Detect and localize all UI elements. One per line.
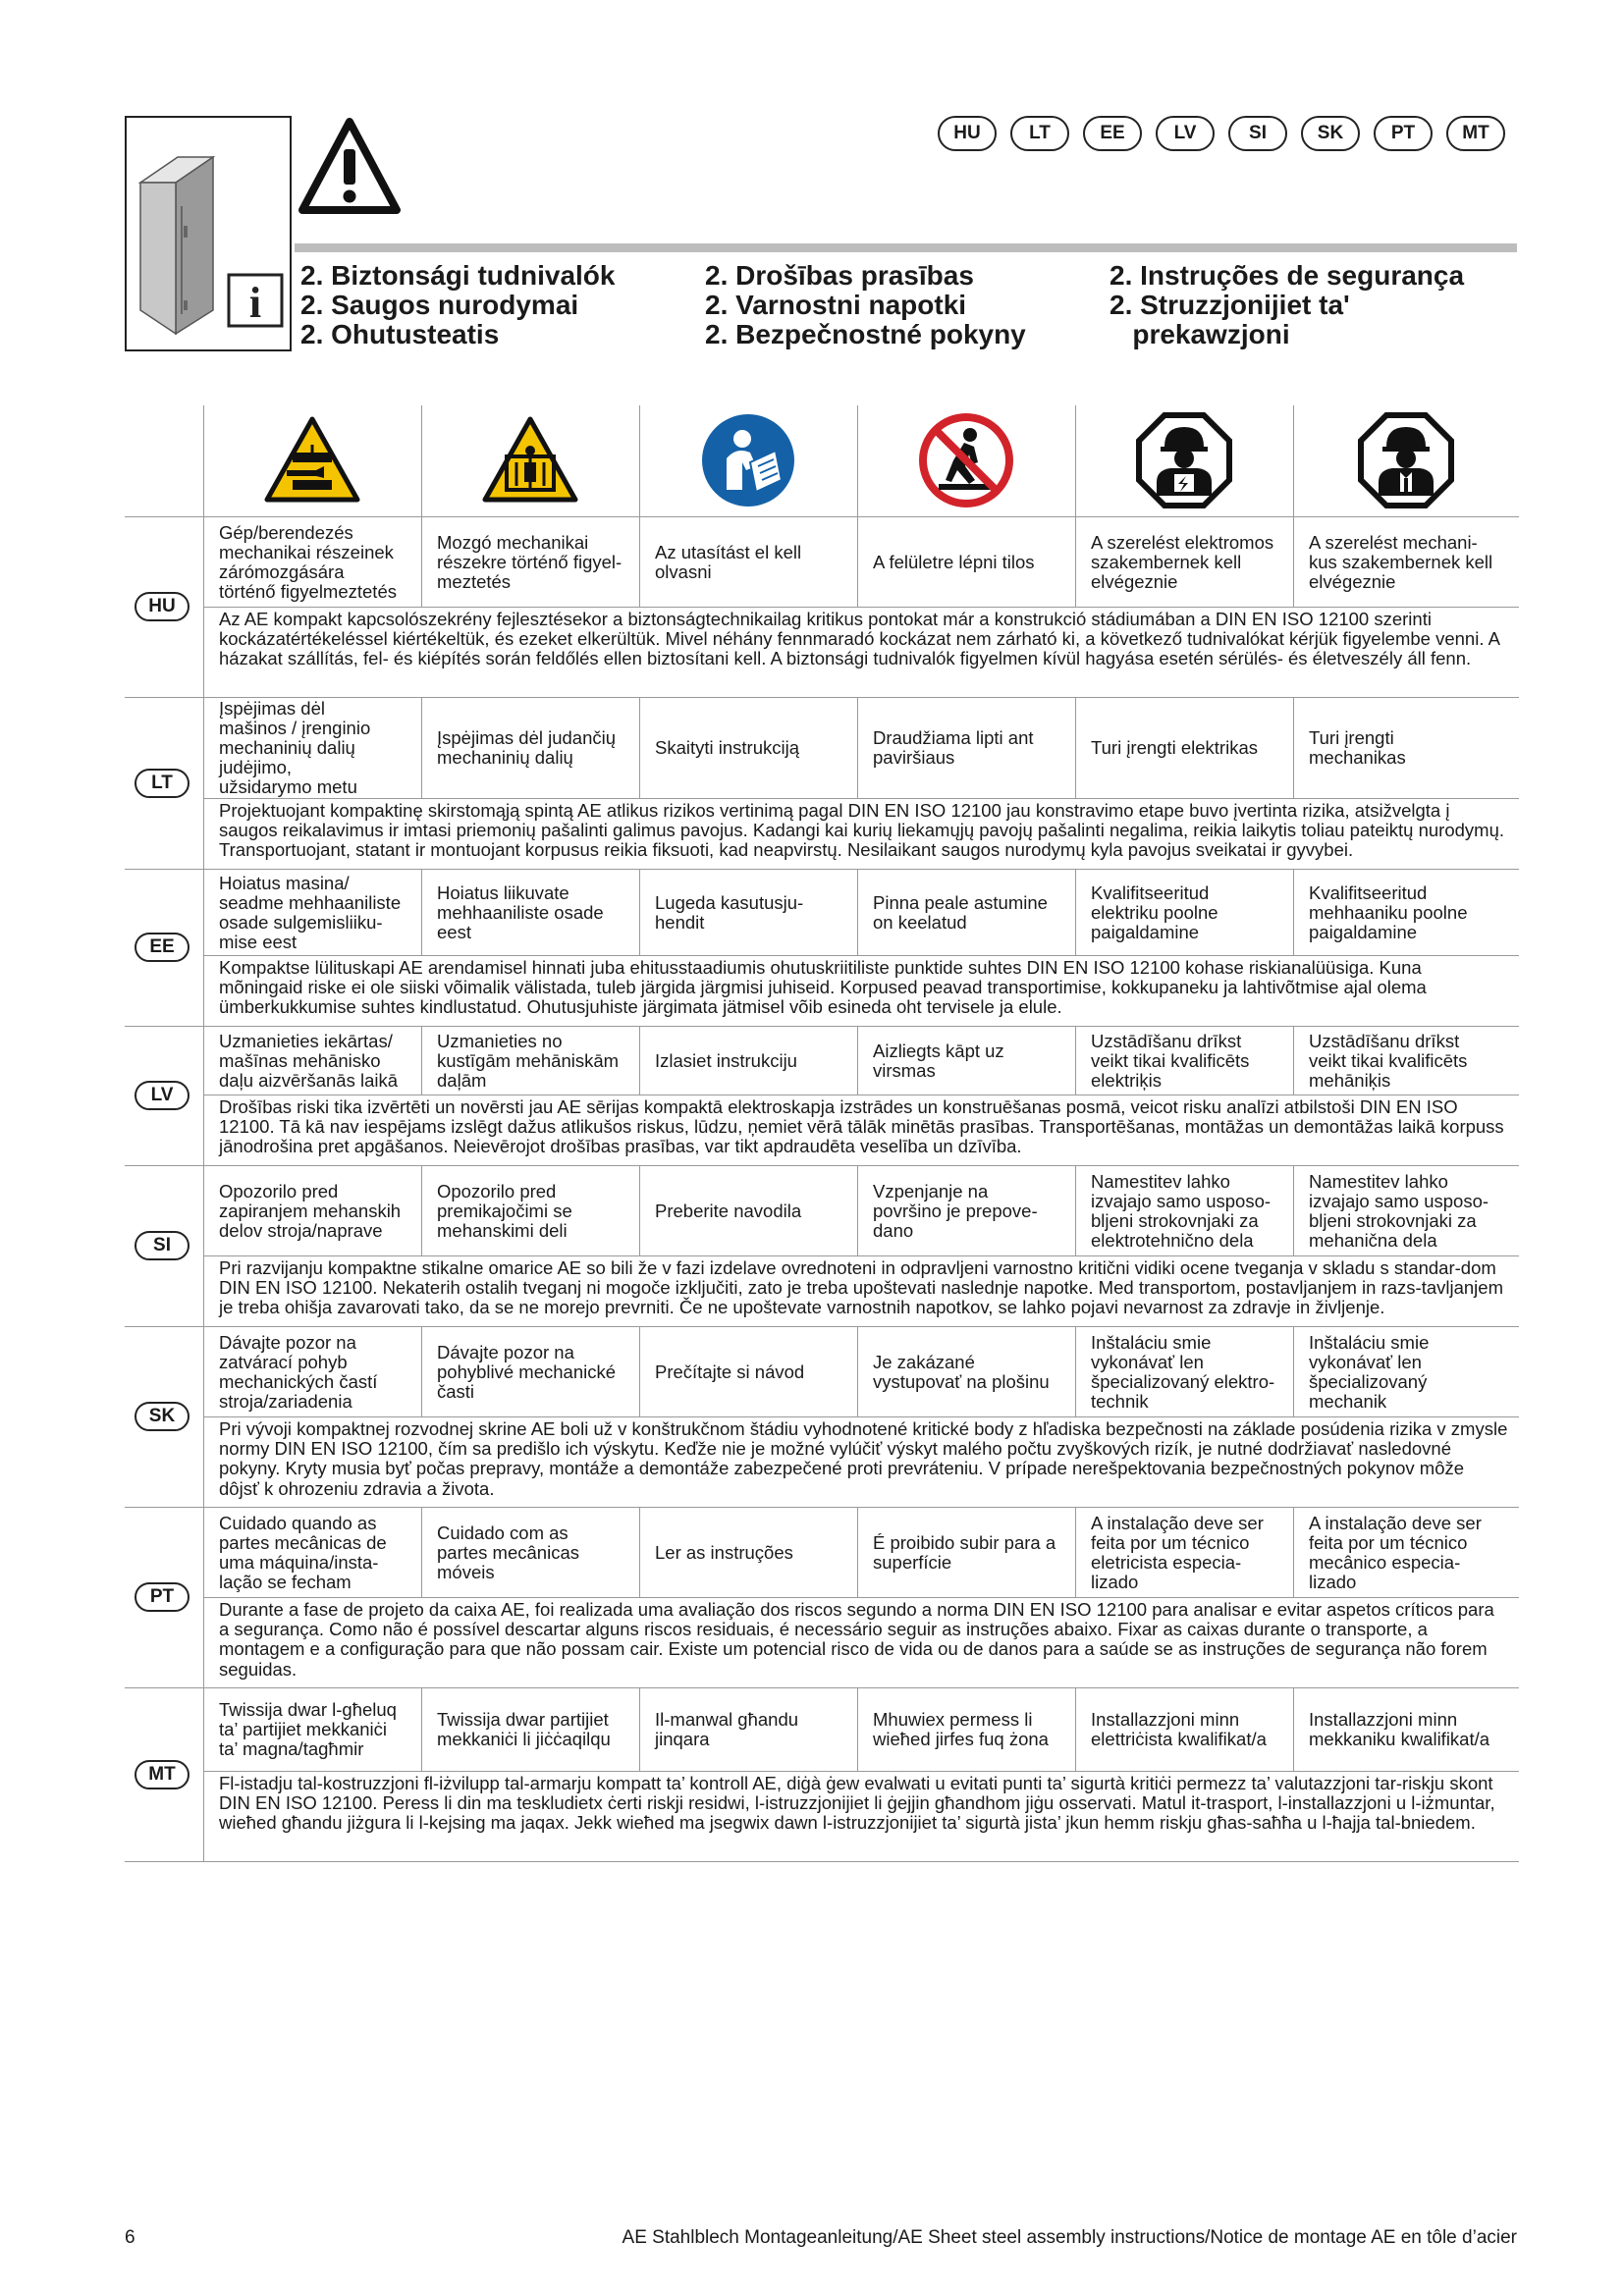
hazard-label-mt-1: Twissija dwar l-għeluq ta’ partijiet mekkaniċi ta’ magna/tagħmir [219,1699,397,1759]
safety-paragraph-ee: Kompaktse lülituskapi AE arendamisel hinnati juba ehitusstaadiumis ohutuskriitiliste punktide suhtes DIN EN ISO 12100 kohase riskianalüüsiga. Kuna mõningaid riske ei ole siiski võimalik välistada, tuleb järgida järgmisi juhiseid. Korpused peavad transportimise, kokkupaneku ja lahtivõtmise ajal olema ümberkukkumise suhtes kindlustatud. Ohutusjuhiste järgimata jätmisel võib esineda oht tervisele ja elule. [219,957,1427,1018]
hazard-label-ee-5: Kvalifitseeritud elektriku poolne paigaldamine [1091,881,1218,942]
safety-table [125,405,1519,1861]
hazard-label-pt-6: A instalação deve ser feita por um técnico mecânico especia- lizado [1309,1512,1482,1592]
section-title: 2. Instruções de segurança [1110,260,1465,291]
hazard-label-ee-4: Pinna peale astumine on keelatud [873,891,1048,933]
hazard-label-ee-2: Hoiatus liikuvate mehhaaniliste osade eest [437,881,604,942]
row-separator [203,1771,1519,1772]
title-column-3 [1110,261,1464,349]
hazard-label-lt-2: Įspėjimas dėl judančių mechaninių dalių [437,727,617,768]
column-icon-cell [1075,405,1293,515]
row-separator [203,798,1519,799]
hazard-label-pt-2: Cuidado com as partes mecânicas móveis [437,1522,579,1582]
crush-hazard-warning-icon [263,415,361,506]
hazard-label-sk-3: Prečítajte si návod [655,1361,805,1382]
lang-pill-sk: SK [1301,116,1360,151]
hazard-label-hu-5: A szerelést elektromos szakembernek kell elvégeznie [1091,531,1274,592]
safety-paragraph-lt: Projektuojant kompaktinę skirstomąją spintą AE atlikus rizikos vertinimą pagal DIN EN ISO 12100 jau konstravimo etape buvo įvertinta rizika, atsižvelgta į saugos reikalavimus ir imtasi priemonių pašalinti galimus pavojus. Kadangi kai kurių liekamųjų pavojų pašalinti negalima, reikia laikytis toliau pateiktų nurodymų. Transportuojant, statant ir montuojant korpusus reikia fiksuoti, kad neapvirstų. Nesilaikant saugos nurodymų kyla pavojus sveikatai ir gyvybei. [219,800,1505,861]
row-separator [203,607,1519,608]
hazard-label-lt-1: Įspėjimas dėl mašinos / įrenginio mechaninių dalių judėjimo, užsidarymo metu [219,698,371,797]
lang-pill-ee: EE [1083,116,1142,151]
safety-paragraph-si: Pri razvijanju kompaktne stikalne omarice AE so bili že v fazi izdelave ovrednoteni in odpravljeni varnostno kritični vidiki ocene tveganja v skladu s standar-dom DIN EN ISO 12100. Nekaterih ostalih tveganj ni mogoče izključiti, zato je treba upoštevati naslednje napotke. Med transportom, postavljanjem in razs-tavljanjem je treba ohišja zavarovati tako, da se ne morejo prevrniti. Če ne upoštevate varnostnih napotkov, se lahko pojavi nevarnost za zdravje in življenje. [219,1257,1503,1318]
language-selector [938,116,1505,155]
electrician-icon [1135,411,1233,509]
hazard-label-mt-3: Il-manwal għandu jinqara [655,1709,799,1749]
section-title: 2. Varnostni napotki [705,290,967,320]
hazard-label-mt-2: Twissija dwar partijiet mekkaniċi li jiċċaqilqu [437,1709,611,1749]
safety-paragraph-sk: Pri vývoji kompaktnej rozvodnej skrine AE boli už v konštrukčnom štádiu vyhodnotené kritické body z hľadiska bezpečnosti na základe posúdenia rizika v zmysle normy DIN EN ISO 12100, čím sa predišlo ich výskytu. Keďže nie je možné vylúčiť výskyt malého počtu zvyškových rizík, je nutné dodržiavať nasledovné pokyny. Kryty musia byť počas prepravy, montáže a demontáže zabezpečené proti prevráteniu. V prípade nerešpektovania bezpečnostných pokynov môže dôjsť k ohrozeniu zdravia a života. [219,1418,1508,1499]
hazard-label-si-6: Namestitev lahko izvajajo samo usposo- bljeni strokovnjaki za mehanična dela [1309,1170,1489,1251]
safety-paragraph-lv: Drošības riski tika izvērtēti un novērsti jau AE sērijas kompaktā elektroskapja izstrādes un konstruēšanas posmā, veicot risku analīzi atbilstoši DIN EN ISO 12100. Tā kā nav iespējams izslēgt dažus atlikušos riskus, lūdzu, ņemiet vērā tālāk minētās prasības. Transportēšanas, montāžas un demontāžas laikā korpuss jānodrošina pret apgāšanos. Neievērojot drošības prasības, var tikt apdraudēta veselība un dzīvība. [219,1096,1504,1157]
hazard-label-pt-4: É proibido subir para a superfície [873,1531,1056,1573]
language-badge-mt: MT [135,1760,189,1789]
title-column-1 [300,261,615,349]
warning-triangle-icon [298,116,401,218]
section-title: 2. Struzzjonijiet ta' [1110,290,1350,320]
lang-pill-hu: HU [938,116,997,151]
hazard-label-lv-6: Uzstādīšanu drīkst veikt tikai kvalificēts mehāniķis [1309,1030,1468,1091]
hazard-label-lv-2: Uzmanieties no kustīgām mehāniskām daļām [437,1030,620,1091]
language-badge-si: SI [135,1231,189,1260]
grid-line [1075,405,1076,516]
hazard-label-hu-4: A felületre lépni tilos [873,551,1035,572]
hazard-label-sk-5: Inštaláciu smie vykonávať len špecializovaný elektro- technik [1091,1331,1275,1412]
title-column-2 [705,261,1026,349]
grid-line [1293,405,1294,516]
hazard-label-sk-2: Dávajte pozor na pohyblivé mechanické časti [437,1341,617,1402]
lang-pill-lv: LV [1156,116,1215,151]
footer-text: AE Stahlblech Montageanleitung/AE Sheet steel assembly instructions/Notice de montage AE en tôle d’acier [622,2227,1517,2248]
row-separator [203,955,1519,956]
header-rule [295,243,1517,252]
row-separator [203,1597,1519,1598]
safety-paragraph-mt: Fl-istadju tal-kostruzzjoni fl-iżvilupp tal-armarju kompatt ta’ kontroll AE, diġà ġew evalwati u evitati punti ta’ sigurtà kritiċi permezz ta’ valutazzjoni tar-riskju skont DIN EN ISO 12100. Peress li din ma teskludietx ċerti riskji residwi, l-istruzzjonijiet li ġejjin għandhom jiġu osservati. Matul it-trasport, l-installazzjoni u l-iżmuntar, wieħed għandu jiżgura li l-kejsing ma jaqax. Jekk wieħed ma jsegwix dawn l-istruzzjonijiet ta’ sigurtà jista’ jkun hemm riskju għas-saħħa u l-ħajja tal-bniedem. [219,1773,1495,1834]
section-title: 2. Drošības prasības [705,260,974,291]
language-badge-lt: LT [135,769,189,798]
hazard-label-sk-4: Je zakázané vystupovať na plošinu [873,1351,1050,1392]
hazard-label-lv-4: Aizliegts kāpt uz virsmas [873,1040,1004,1081]
section-title: prekawzjoni [1110,319,1290,349]
page-number: 6 [125,2227,135,2248]
hazard-label-mt-6: Installazzjoni minn mekkaniku kwalifikat/a [1309,1709,1490,1749]
header-cabinet-box [125,116,292,351]
column-icon-cell [639,405,857,515]
hazard-label-lv-5: Uzstādīšanu drīkst veikt tikai kvalificēts elektriķis [1091,1030,1250,1091]
hazard-label-mt-4: Mhuwiex permess li wieħed jirfes fuq żona [873,1709,1049,1749]
section-title: 2. Biztonsági tudnivalók [300,260,616,291]
language-badge-ee: EE [135,933,189,962]
hazard-label-hu-6: A szerelést mechani- kus szakembernek kell elvégeznie [1309,531,1493,592]
column-icon-cell [857,405,1075,515]
hazard-label-lv-3: Izlasiet instrukciju [655,1049,797,1071]
hazard-label-si-5: Namestitev lahko izvajajo samo usposo- bljeni strokovnjaki za elektrotehnično dela [1091,1170,1272,1251]
hazard-label-lt-6: Turi įrengti mechanikas [1309,727,1406,768]
grid-line [421,405,422,516]
column-icon-cell [421,405,639,515]
language-badge-hu: HU [135,592,189,621]
hazard-label-lv-1: Uzmanieties iekārtas/ mašīnas mehānisko daļu aizvēršanās laikā [219,1030,399,1091]
no-stepping-icon [917,411,1015,509]
lang-pill-lt: LT [1010,116,1069,151]
hazard-label-hu-1: Gép/berendezés mechanikai részeinek zárómozgására történő figyelmeztetés [219,521,397,602]
hazard-label-sk-6: Inštaláciu smie vykonávať len špecializovaný mechanik [1309,1331,1430,1412]
mechanic-icon [1357,411,1455,509]
lang-pill-si: SI [1228,116,1287,151]
row-separator [203,1416,1519,1417]
hazard-label-ee-3: Lugeda kasutusju- hendit [655,891,804,933]
hazard-label-si-1: Opozorilo pred zapiranjem mehanskih delov stroja/naprave [219,1180,402,1241]
read-manual-icon [699,411,797,509]
grid-line [857,405,858,516]
safety-paragraph-pt: Durante a fase de projeto da caixa AE, foi realizada uma avaliação dos riscos segundo a norma DIN EN ISO 12100 para analisar e evitar aspetos críticos para a segurança. Como não é possível descartar alguns riscos residuais, é necessário seguir as instruções abaixo. Fixar as caixas durante o transporte, a montagem e a configuração para que não possam cair. Existe um potencial risco de vida ou de danos para a saúde se as instruções de segurança não forem seguidas. [219,1599,1494,1680]
column-icon-cell [203,405,421,515]
hazard-label-hu-3: Az utasítást el kell olvasni [655,541,802,582]
section-title: 2. Saugos nurodymai [300,290,579,320]
table-bottom-line [125,1861,1519,1862]
row-separator [203,1255,1519,1256]
section-title: 2. Ohutusteatis [300,319,500,349]
language-badge-lv: LV [135,1081,189,1110]
hazard-label-ee-6: Kvalifitseeritud mehhaaniku poolne paigaldamine [1309,881,1468,942]
language-badge-pt: PT [135,1582,189,1612]
grid-line [203,405,204,516]
language-badge-sk: SK [135,1402,189,1431]
safety-paragraph-hu: Az AE kompakt kapcsolószekrény fejlesztésekor a biztonságtechnikailag kritikus pontokat már a konstrukció stádiumában a DIN EN ISO 12100 szerinti kockázatértékeléssel kiértékeltük, és ezeket elkerültük. Mivel néhány fennmaradó kockázat nem zárható ki, a következő tudnivalókat kérjük figyelembe venni. A házakat szállítás, fel- és kiépítés során feldőlés ellen biztosítani kell. A biztonsági tudnivalók figyelmen kívül hagyása esetén sérülés- és életveszély áll fenn. [219,609,1499,669]
hazard-label-si-2: Opozorilo pred premikajočimi se mehanskimi deli [437,1180,572,1241]
hazard-label-lt-5: Turi įrengti elektrikas [1091,737,1258,758]
hazard-label-pt-1: Cuidado quando as partes mecânicas de uma máquina/insta- lação se fecham [219,1512,387,1592]
hazard-label-pt-3: Ler as instruções [655,1541,793,1563]
warning-triangle-container [298,116,401,223]
hazard-label-si-3: Preberite navodila [655,1200,802,1221]
hazard-label-lt-4: Draudžiama lipti ant paviršiaus [873,727,1034,768]
hazard-label-pt-5: A instalação deve ser feita por um técnico eletricista especia- lizado [1091,1512,1264,1592]
section-title: 2. Bezpečnostné pokyny [705,319,1026,349]
hazard-label-mt-5: Installazzjoni minn elettriċista kwalifikat/a [1091,1709,1267,1749]
lang-pill-mt: MT [1446,116,1505,151]
hazard-label-sk-1: Dávajte pozor na zatvárací pohyb mechanických častí stroja/zariadenia [219,1331,378,1412]
hazard-label-si-4: Vzpenjanje na površino je prepove- dano [873,1180,1038,1241]
svg-text:i: i [248,279,262,327]
column-icon-cell [1293,405,1519,515]
grid-line [639,405,640,516]
hazard-label-ee-1: Hoiatus masina/ seadme mehhaaniliste osade sulgemisliiku- mise eest [219,872,402,952]
hazard-label-lt-3: Skaityti instrukciją [655,737,800,758]
moving-parts-warning-icon [481,415,579,506]
cabinet-info-icon [127,118,290,349]
lang-pill-pt: PT [1374,116,1433,151]
hazard-label-hu-2: Mozgó mechanikai részekre történő figyel- meztetés [437,531,623,592]
